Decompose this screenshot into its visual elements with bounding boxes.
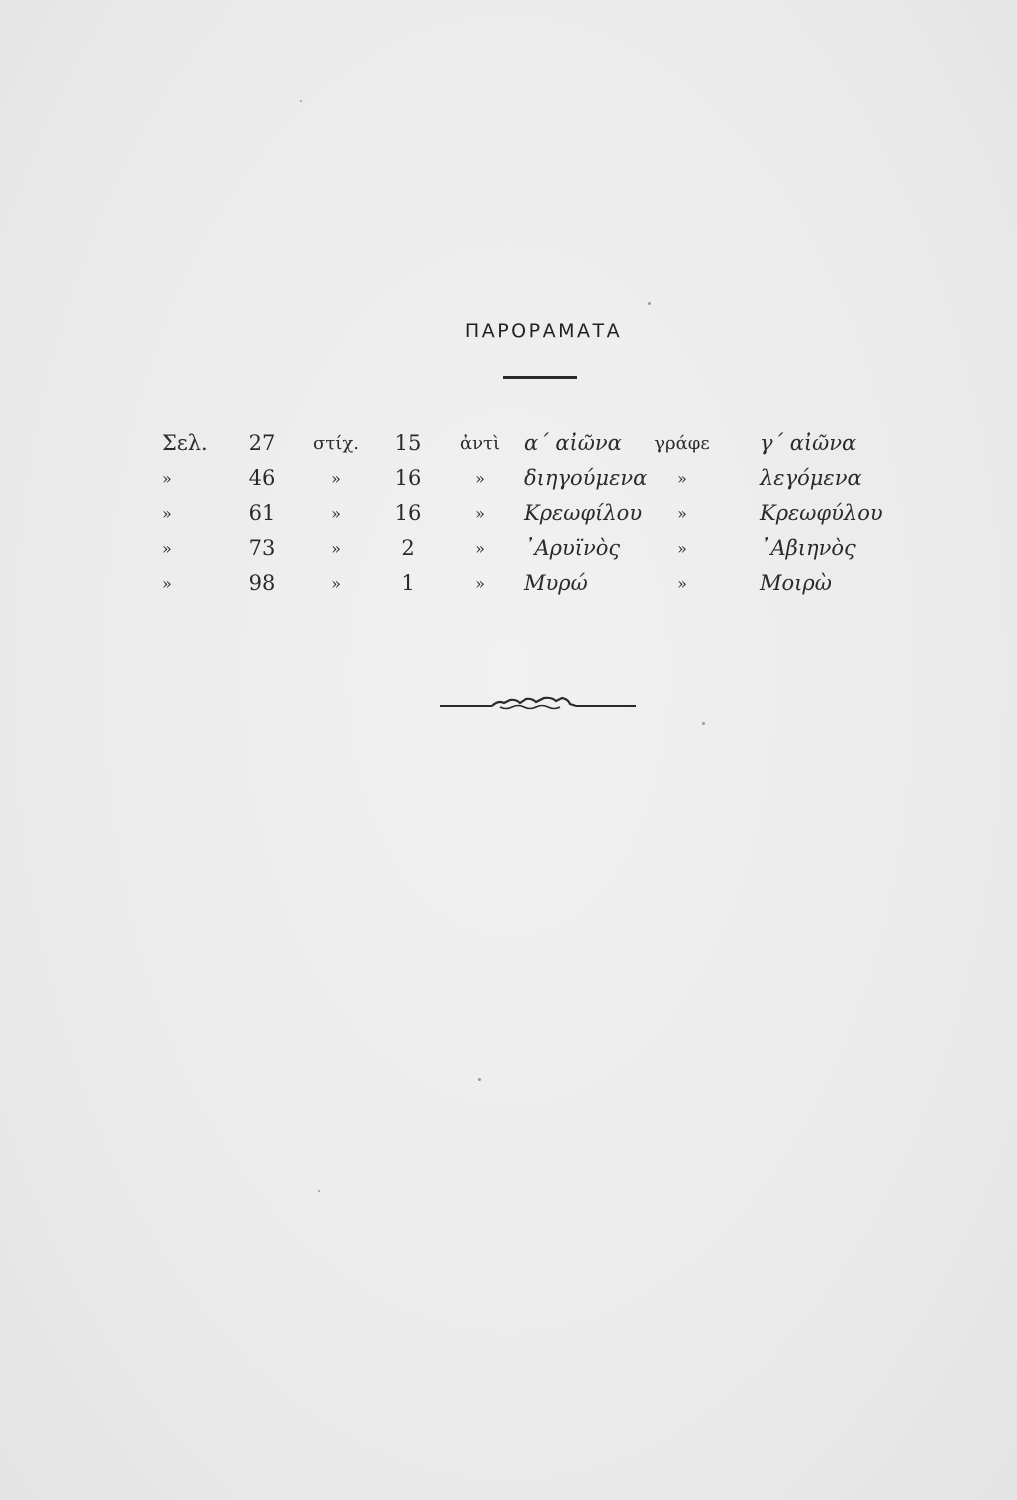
correct-text: Μοιρὼ (760, 571, 832, 595)
line-label: » (331, 504, 341, 523)
wrong-text: διηγούμενα (524, 466, 648, 490)
wrong-text: Κρεωφίλου (524, 501, 643, 525)
instead-label: » (475, 574, 485, 593)
write-label: » (677, 469, 687, 488)
row-label: » (162, 469, 172, 488)
line-label: » (331, 469, 341, 488)
page-title: ΠΑΡΟΡΑΜΑΤΑ (464, 320, 623, 342)
paper-speck (702, 722, 705, 725)
line-number: 2 (401, 536, 415, 560)
paper-speck (478, 1078, 481, 1081)
page-number: 46 (248, 466, 276, 490)
decorative-ornament-divider (440, 694, 636, 718)
title-underline (503, 376, 577, 379)
row-label: » (162, 504, 172, 523)
errata-row (0, 566, 1017, 601)
errata-row (0, 461, 1017, 496)
instead-label: ἀντὶ (459, 433, 501, 454)
row-label: Σελ. (162, 431, 208, 455)
page-number: 98 (248, 571, 276, 595)
correct-text: ᾿Αβιηνὸς (760, 536, 856, 560)
write-label: γράφε (654, 433, 710, 454)
write-label: » (677, 574, 687, 593)
row-label: » (162, 574, 172, 593)
wrong-text: α΄ αἰῶνα (524, 431, 622, 455)
correct-text: λεγόμενα (760, 466, 862, 490)
errata-row (0, 531, 1017, 566)
paper-speck (318, 1190, 320, 1192)
write-label: » (677, 539, 687, 558)
line-label: » (331, 539, 341, 558)
line-label: στίχ. (313, 433, 359, 454)
page-number: 73 (248, 536, 276, 560)
line-number: 16 (394, 466, 422, 490)
correct-text: Κρεωφύλου (760, 501, 883, 525)
paper-speck (300, 100, 302, 102)
instead-label: » (475, 469, 485, 488)
line-label: » (331, 574, 341, 593)
wrong-text: Μυρώ (524, 571, 588, 595)
line-number: 16 (394, 501, 422, 525)
errata-table (0, 426, 1017, 601)
page-number: 27 (248, 431, 276, 455)
line-number: 1 (401, 571, 415, 595)
instead-label: » (475, 504, 485, 523)
row-label: » (162, 539, 172, 558)
line-number: 15 (394, 431, 422, 455)
page-number: 61 (248, 501, 276, 525)
wrong-text: ᾿Αρυϊνὸς (524, 536, 621, 560)
paper-speck (648, 302, 651, 305)
correct-text: γ΄ αἰῶνα (760, 431, 857, 455)
write-label: » (677, 504, 687, 523)
errata-row (0, 426, 1017, 461)
instead-label: » (475, 539, 485, 558)
errata-row (0, 496, 1017, 531)
